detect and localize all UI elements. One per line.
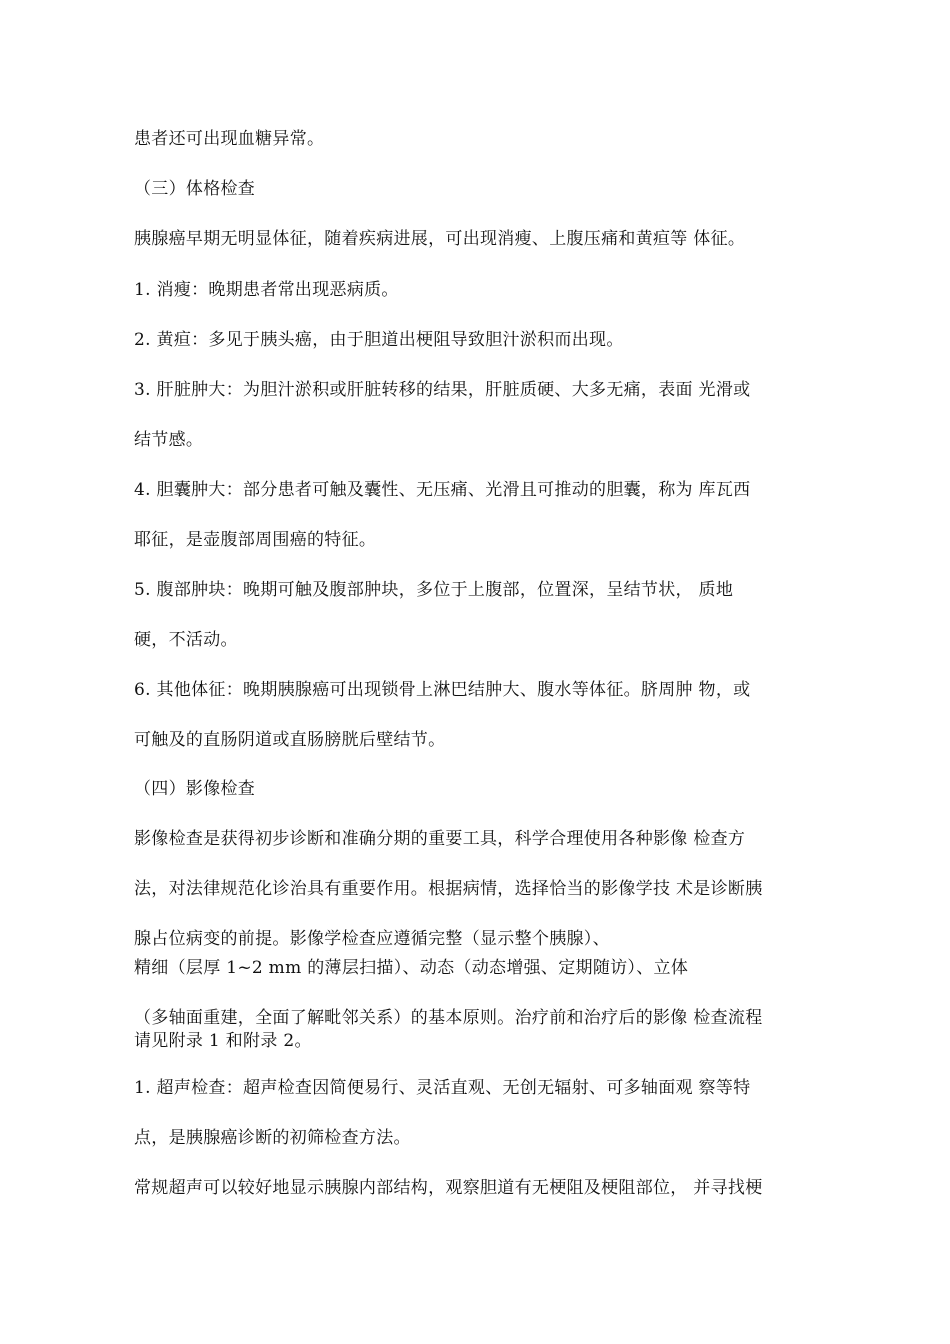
text-line: 法，对法律规范化诊治具有重要作用。根据病情，选择恰当的影像学技 术是诊断胰 (134, 879, 763, 899)
text-line: 常规超声可以较好地显示胰腺内部结构，观察胆道有无梗阻及梗阻部位， 并寻找梗 (134, 1178, 763, 1198)
list-item: 1. 超声检查：超声检查因简便易行、灵活直观、无创无辐射、可多轴面观 察等特 (134, 1078, 751, 1098)
list-item: 1. 消瘦：晚期患者常出现恶病质。 (134, 280, 399, 300)
text-line: 耶征，是壶腹部周围癌的特征。 (134, 530, 377, 550)
section-heading: （四）影像检查 (134, 779, 256, 799)
text-line: 结节感。 (134, 430, 204, 450)
text-line: 患者还可出现血糖异常。 (134, 129, 325, 149)
list-item: 4. 胆囊肿大：部分患者可触及囊性、无压痛、光滑且可推动的胆囊，称为 库瓦西 (134, 480, 751, 500)
text-line: 可触及的直肠阴道或直肠膀胱后壁结节。 (134, 730, 446, 750)
text-line: （多轴面重建，全面了解毗邻关系）的基本原则。治疗前和治疗后的影像 检查流程 (134, 1008, 763, 1028)
text-line: 腺占位病变的前提。影像学检查应遵循完整（显示整个胰腺）、 (134, 929, 610, 949)
list-item: 6. 其他体征：晚期胰腺癌可出现锁骨上淋巴结肿大、腹水等体征。脐周肿 物，或 (134, 680, 751, 700)
text-line: 胰腺癌早期无明显体征，随着疾病进展，可出现消瘦、上腹压痛和黄疸等 体征。 (134, 229, 746, 249)
text-line: 影像检查是获得初步诊断和准确分期的重要工具，科学合理使用各种影像 检查方 (134, 829, 746, 849)
text-line: 请见附录 1 和附录 2。 (134, 1031, 312, 1051)
list-item: 5. 腹部肿块：晚期可触及腹部肿块，多位于上腹部，位置深，呈结节状， 质地 (134, 580, 734, 600)
section-heading: （三）体格检查 (134, 179, 256, 199)
list-item: 3. 肝脏肿大：为胆汁淤积或肝脏转移的结果，肝脏质硬、大多无痛，表面 光滑或 (134, 380, 751, 400)
list-item: 2. 黄疸：多见于胰头癌，由于胆道出梗阻导致胆汁淤积而出现。 (134, 330, 624, 350)
text-line: 精细（层厚 1~2 mm 的薄层扫描）、动态（动态增强、定期随访）、立体 (134, 958, 689, 978)
text-line: 硬，不活动。 (134, 630, 238, 650)
text-line: 点，是胰腺癌诊断的初筛检查方法。 (134, 1128, 411, 1148)
